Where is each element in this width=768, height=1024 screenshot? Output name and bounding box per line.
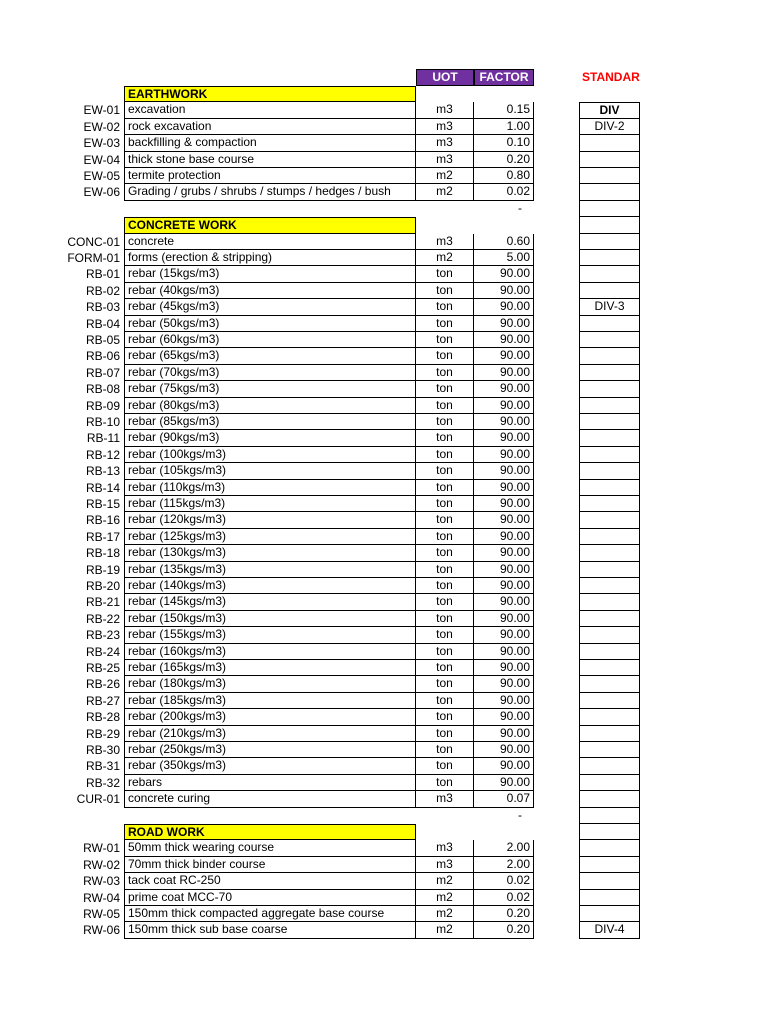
item-code: RW-05 [83,907,120,921]
item-description[interactable]: termite protection [124,168,416,184]
standard-div-cell[interactable] [579,332,640,348]
item-factor[interactable]: 90.00 [474,447,534,463]
item-factor[interactable]: 90.00 [474,709,534,726]
item-code: RB-01 [85,267,120,281]
standard-div-cell[interactable] [579,594,640,611]
item-unit[interactable]: ton [416,348,474,365]
item-code: RB-26 [85,677,120,691]
item-code: CONC-01 [67,235,120,249]
item-code: RB-20 [85,579,120,593]
item-factor[interactable]: 90.00 [474,644,534,660]
item-unit[interactable]: ton [416,693,474,709]
item-factor[interactable]: 90.00 [474,365,534,381]
standard-div-cell[interactable] [579,529,640,545]
item-description[interactable]: rebar (125kgs/m3) [124,529,416,545]
item-factor[interactable]: 1.00 [474,119,534,135]
standard-div-cell[interactable] [579,365,640,381]
item-description[interactable]: rebar (130kgs/m3) [124,545,416,562]
item-description[interactable]: rebar (145kgs/m3) [124,594,416,611]
item-factor[interactable]: 90.00 [474,496,534,512]
item-description[interactable]: forms (erection & stripping) [124,250,416,266]
item-factor[interactable]: 90.00 [474,430,534,447]
item-factor[interactable]: 0.60 [474,234,534,250]
item-unit[interactable]: ton [416,365,474,381]
standard-div-cell[interactable] [579,217,640,234]
item-description[interactable]: rebar (40kgs/m3) [124,283,416,299]
item-description[interactable]: rebar (200kgs/m3) [124,709,416,726]
item-factor[interactable]: 90.00 [474,660,534,676]
item-code: RB-02 [85,284,120,298]
item-unit[interactable]: ton [416,447,474,463]
item-unit[interactable]: ton [416,758,474,775]
item-code: RB-28 [85,710,120,724]
standard-div-cell[interactable] [579,414,640,430]
item-code: RB-07 [85,366,120,380]
item-factor[interactable]: 90.00 [474,693,534,709]
item-factor[interactable]: 90.00 [474,266,534,283]
item-description[interactable]: rebar (85kgs/m3) [124,414,416,430]
item-description[interactable]: rebar (70kgs/m3) [124,365,416,381]
item-factor[interactable]: 90.00 [474,545,534,562]
item-unit[interactable]: ton [416,742,474,758]
item-unit[interactable]: m2 [416,890,474,906]
item-factor[interactable]: 0.15 [474,102,534,119]
item-description[interactable]: rock excavation [124,119,416,135]
item-code: RB-25 [85,661,120,675]
standard-div-cell[interactable] [579,545,640,562]
item-code: RB-08 [85,382,120,396]
item-description[interactable]: rebar (150kgs/m3) [124,611,416,627]
item-factor[interactable]: 90.00 [474,627,534,644]
standard-div-cell[interactable] [579,430,640,447]
item-code: RB-29 [85,727,120,741]
item-code: RB-15 [85,497,120,511]
item-factor[interactable]: 90.00 [474,480,534,496]
item-code: RB-14 [85,481,120,495]
item-unit[interactable]: ton [416,398,474,414]
item-description[interactable]: rebar (120kgs/m3) [124,512,416,529]
standard-div-cell[interactable] [579,234,640,250]
item-description[interactable]: rebar (210kgs/m3) [124,726,416,742]
item-code: EW-06 [83,185,120,199]
item-unit[interactable]: ton [416,562,474,578]
item-code: EW-03 [83,136,120,150]
factor-header[interactable]: FACTOR [474,69,534,86]
standard-div-cell[interactable] [579,135,640,152]
standard-div-cell[interactable] [579,398,640,414]
item-factor[interactable]: 90.00 [474,726,534,742]
standard-div-cell[interactable] [579,562,640,578]
item-description[interactable]: rebar (80kgs/m3) [124,398,416,414]
item-code: RW-01 [83,841,120,855]
item-unit[interactable]: ton [416,381,474,398]
item-factor[interactable]: 0.02 [474,890,534,906]
dash-cell: - [518,201,522,215]
item-factor[interactable]: 90.00 [474,742,534,758]
item-description[interactable]: rebar (15kgs/m3) [124,266,416,283]
uot-header[interactable]: UOT [416,69,474,86]
item-description[interactable]: rebar (165kgs/m3) [124,660,416,676]
item-code: RB-09 [85,399,120,413]
item-code: RB-24 [85,645,120,659]
item-factor[interactable]: 0.80 [474,168,534,184]
item-unit[interactable]: ton [416,594,474,611]
standard-div-cell[interactable] [579,201,640,217]
item-factor[interactable]: 90.00 [474,578,534,594]
item-description[interactable]: 70mm thick binder course [124,857,416,873]
item-code: RW-02 [83,858,120,872]
item-code: CUR-01 [76,792,120,806]
item-description[interactable]: rebar (180kgs/m3) [124,676,416,693]
section-title: ROAD WORK [124,824,416,840]
item-factor[interactable]: 0.10 [474,135,534,152]
section-title: CONCRETE WORK [124,217,416,234]
standard-div-cell[interactable] [579,627,640,644]
standard-div-cell[interactable] [579,480,640,496]
standard-div-cell[interactable] [579,906,640,922]
item-code: RB-27 [85,694,120,708]
item-unit[interactable]: ton [416,496,474,512]
item-unit[interactable]: ton [416,611,474,627]
item-unit[interactable]: m3 [416,234,474,250]
item-unit[interactable]: ton [416,299,474,316]
item-code: RB-06 [85,349,120,363]
standard-div-cell[interactable] [579,611,640,627]
standard-div-cell[interactable]: DIV-3 [579,299,640,316]
item-unit[interactable]: ton [416,316,474,332]
item-code: RB-11 [86,431,120,445]
item-factor[interactable]: 90.00 [474,512,534,529]
standard-div-cell[interactable]: DIV-2 [579,119,640,135]
item-code: RB-17 [85,530,120,544]
item-unit[interactable]: ton [416,578,474,594]
item-description[interactable]: rebar (105kgs/m3) [124,463,416,480]
standard-div-cell[interactable] [579,693,640,709]
item-code: EW-02 [83,120,120,134]
item-factor[interactable]: 90.00 [474,316,534,332]
item-code: EW-04 [83,153,120,167]
item-factor[interactable]: 90.00 [474,562,534,578]
standard-div-cell[interactable] [579,857,640,873]
item-description[interactable]: rebar (140kgs/m3) [124,578,416,594]
item-code: RB-30 [85,743,120,757]
item-description[interactable]: backfilling & compaction [124,135,416,152]
item-factor[interactable]: 90.00 [474,299,534,316]
item-code: RB-10 [85,415,120,429]
standard-div-cell[interactable] [579,152,640,168]
item-factor[interactable]: 90.00 [474,398,534,414]
item-factor[interactable]: 90.00 [474,332,534,348]
item-factor[interactable]: 2.00 [474,840,534,857]
item-code: RB-19 [85,563,120,577]
item-unit[interactable]: ton [416,676,474,693]
item-factor[interactable]: 90.00 [474,775,534,791]
item-unit[interactable]: m3 [416,152,474,168]
item-unit[interactable]: ton [416,480,474,496]
item-unit[interactable]: m3 [416,135,474,152]
item-code: EW-05 [83,169,120,183]
standard-div-cell[interactable] [579,348,640,365]
standard-div-cell[interactable] [579,512,640,529]
item-factor[interactable]: 90.00 [474,463,534,480]
item-description[interactable]: prime coat MCC-70 [124,890,416,906]
item-unit[interactable]: ton [416,430,474,447]
item-description[interactable]: rebar (90kgs/m3) [124,430,416,447]
item-description[interactable]: tack coat RC-250 [124,873,416,890]
standard-div-cell[interactable] [579,168,640,184]
standard-div-cell[interactable] [579,381,640,398]
standard-header: STANDAR [582,70,640,84]
item-code: RB-16 [85,513,120,527]
standard-div-cell[interactable] [579,840,640,857]
standard-div-cell[interactable] [579,890,640,906]
item-unit[interactable]: ton [416,283,474,299]
item-description[interactable]: rebar (185kgs/m3) [124,693,416,709]
item-unit[interactable]: m3 [416,119,474,135]
item-factor[interactable]: 0.07 [474,791,534,808]
standard-div-cell[interactable] [579,808,640,824]
standard-div-cell[interactable] [579,676,640,693]
item-description[interactable]: rebar (115kgs/m3) [124,496,416,512]
item-description[interactable]: concrete curing [124,791,416,808]
item-description[interactable]: 150mm thick sub base coarse [124,922,416,939]
item-unit[interactable]: ton [416,463,474,480]
item-unit[interactable]: ton [416,512,474,529]
item-code: RB-12 [85,448,120,462]
standard-div-cell[interactable] [579,644,640,660]
item-description[interactable]: rebar (160kgs/m3) [124,644,416,660]
standard-div-cell[interactable] [579,266,640,283]
item-unit[interactable]: ton [416,726,474,742]
item-code: RB-31 [85,759,120,773]
item-unit[interactable]: ton [416,529,474,545]
item-description[interactable]: concrete [124,234,416,250]
standard-div-cell[interactable] [579,660,640,676]
item-unit[interactable]: m2 [416,922,474,939]
item-code: FORM-01 [67,251,120,265]
standard-div-cell[interactable] [579,791,640,808]
standard-div-cell[interactable] [579,758,640,775]
item-description[interactable]: rebar (100kgs/m3) [124,447,416,463]
standard-div-cell[interactable] [579,496,640,512]
standard-div-cell[interactable] [579,316,640,332]
item-unit[interactable]: ton [416,266,474,283]
item-description[interactable]: 50mm thick wearing course [124,840,416,857]
item-code: RB-23 [85,628,120,642]
item-unit[interactable]: ton [416,414,474,430]
standard-div-cell[interactable]: DIV [579,102,640,119]
item-factor[interactable]: 90.00 [474,611,534,627]
standard-div-cell[interactable] [579,578,640,594]
item-description[interactable]: rebars [124,775,416,791]
standard-div-cell[interactable] [579,775,640,791]
item-description[interactable]: rebar (350kgs/m3) [124,758,416,775]
item-factor[interactable]: 90.00 [474,676,534,693]
item-description[interactable]: Grading / grubs / shrubs / stumps / hedges / bush [124,184,416,201]
item-description[interactable]: rebar (155kgs/m3) [124,627,416,644]
item-factor[interactable]: 0.20 [474,906,534,922]
item-code: RB-18 [85,546,120,560]
item-factor[interactable]: 5.00 [474,250,534,266]
item-description[interactable]: rebar (65kgs/m3) [124,348,416,365]
item-unit[interactable]: m3 [416,102,474,119]
item-unit[interactable]: ton [416,775,474,791]
standard-div-cell[interactable] [579,742,640,758]
standard-div-cell[interactable] [579,250,640,266]
item-unit[interactable]: ton [416,709,474,726]
standard-div-cell[interactable] [579,463,640,480]
item-description[interactable]: 150mm thick compacted aggregate base course [124,906,416,922]
standard-div-cell[interactable] [579,873,640,890]
item-factor[interactable]: 0.20 [474,152,534,168]
standard-div-cell[interactable] [579,824,640,840]
item-unit[interactable]: m2 [416,906,474,922]
item-factor[interactable]: 0.02 [474,184,534,201]
item-factor[interactable]: 90.00 [474,529,534,545]
standard-div-cell[interactable] [579,184,640,201]
item-description[interactable]: rebar (45kgs/m3) [124,299,416,316]
item-description[interactable]: rebar (110kgs/m3) [124,480,416,496]
item-description[interactable]: rebar (250kgs/m3) [124,742,416,758]
standard-div-cell[interactable] [579,447,640,463]
item-unit[interactable]: ton [416,545,474,562]
standard-div-cell[interactable] [579,709,640,726]
item-factor[interactable]: 90.00 [474,594,534,611]
item-unit[interactable]: m2 [416,250,474,266]
item-description[interactable]: excavation [124,102,416,119]
item-description[interactable]: rebar (50kgs/m3) [124,316,416,332]
item-unit[interactable]: ton [416,644,474,660]
section-title: EARTHWORK [124,86,416,102]
item-factor[interactable]: 2.00 [474,857,534,873]
item-unit[interactable]: ton [416,627,474,644]
item-code: RB-03 [85,300,120,314]
standard-div-cell[interactable] [579,283,640,299]
item-unit[interactable]: m3 [416,857,474,873]
item-factor[interactable]: 90.00 [474,381,534,398]
item-unit[interactable]: m2 [416,168,474,184]
item-unit[interactable]: m3 [416,840,474,857]
item-code: RB-21 [85,595,120,609]
item-code: RB-13 [85,464,120,478]
item-code: RW-03 [83,874,120,888]
standard-div-cell[interactable] [579,726,640,742]
item-description[interactable]: rebar (75kgs/m3) [124,381,416,398]
item-factor[interactable]: 90.00 [474,283,534,299]
item-description[interactable]: rebar (135kgs/m3) [124,562,416,578]
item-factor[interactable]: 0.20 [474,922,534,939]
item-unit[interactable]: ton [416,660,474,676]
item-description[interactable]: thick stone base course [124,152,416,168]
item-factor[interactable]: 90.00 [474,758,534,775]
item-unit[interactable]: ton [416,332,474,348]
standard-div-cell[interactable]: DIV-4 [579,922,640,939]
item-unit[interactable]: m3 [416,791,474,808]
item-code: RB-05 [85,333,120,347]
item-code: RW-04 [83,891,120,905]
dash-cell: - [518,808,522,822]
item-unit[interactable]: m2 [416,873,474,890]
item-code: RB-22 [85,612,120,626]
item-code: RB-04 [85,317,120,331]
item-factor[interactable]: 90.00 [474,414,534,430]
item-description[interactable]: rebar (60kgs/m3) [124,332,416,348]
item-code: RB-32 [85,776,120,790]
item-factor[interactable]: 0.02 [474,873,534,890]
item-unit[interactable]: m2 [416,184,474,201]
item-code: EW-01 [83,103,120,117]
item-factor[interactable]: 90.00 [474,348,534,365]
item-code: RW-06 [83,923,120,937]
